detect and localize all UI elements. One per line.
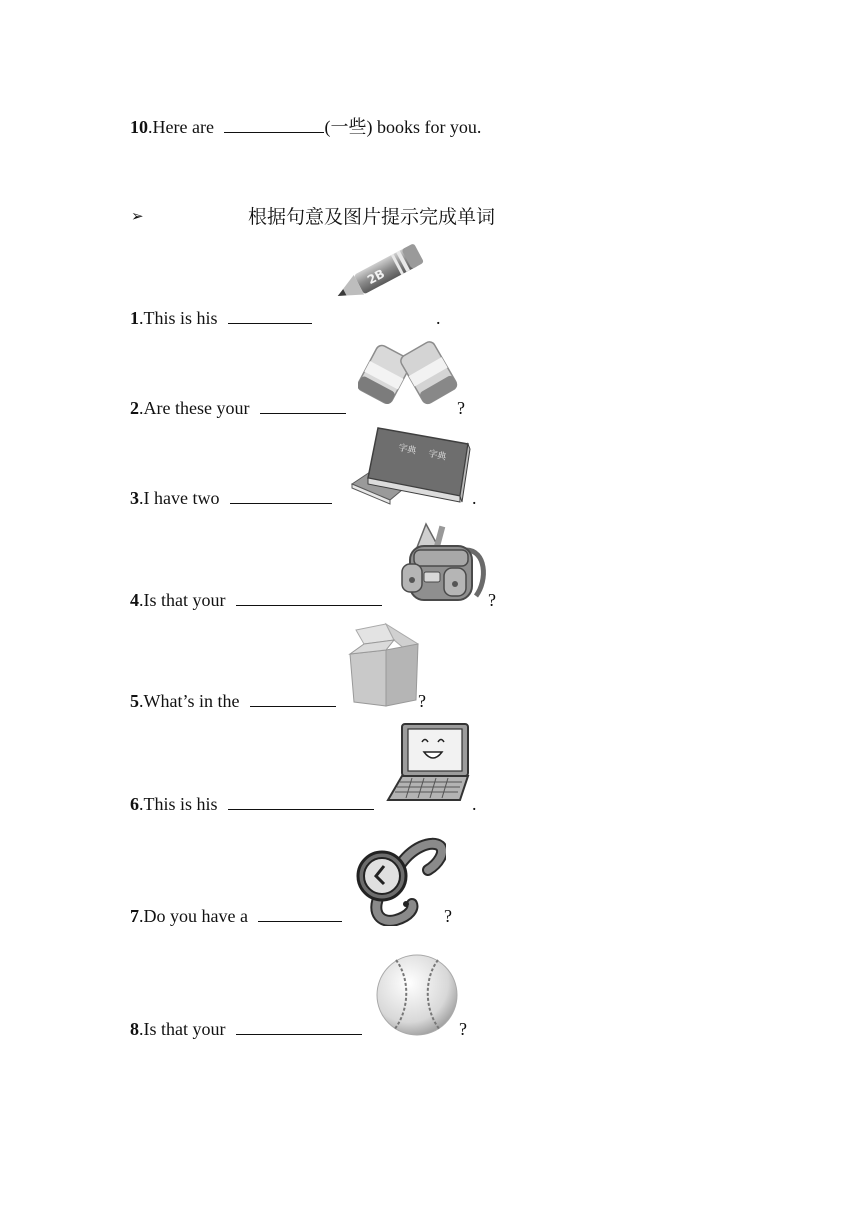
- question-5: [130, 690, 336, 712]
- sentence-end: ?: [444, 906, 452, 926]
- question-4: [130, 589, 382, 611]
- question-3: [130, 487, 332, 509]
- answer-blank[interactable]: [228, 793, 374, 810]
- question-text: .I have two: [139, 488, 220, 508]
- sentence-end: ?: [488, 590, 496, 610]
- question-text: .This is his: [139, 794, 218, 814]
- question-text: .Is that your: [139, 1019, 226, 1039]
- answer-blank[interactable]: [230, 487, 332, 504]
- question-6: [130, 793, 374, 815]
- baseball-icon: [374, 952, 460, 1038]
- question-10: [130, 116, 481, 138]
- sentence-end: ?: [459, 1019, 467, 1039]
- svg-text:2B: 2B: [364, 266, 387, 288]
- answer-blank[interactable]: [260, 397, 346, 414]
- answer-blank[interactable]: [236, 1018, 362, 1035]
- question-text: .Are these your: [139, 398, 250, 418]
- arrow-bullet-icon: ➢: [131, 209, 144, 225]
- question-number: 1: [130, 308, 139, 328]
- answer-blank[interactable]: [258, 905, 342, 922]
- schoolbag-icon: [396, 520, 492, 606]
- answer-blank[interactable]: [250, 690, 336, 707]
- question-text-after: (一些) books for you.: [324, 117, 482, 137]
- question-number: 8: [130, 1019, 139, 1039]
- answer-blank[interactable]: [228, 307, 312, 324]
- question-text: .Here are: [148, 117, 214, 137]
- answer-blank[interactable]: [236, 589, 382, 606]
- sentence-end: ?: [418, 691, 426, 711]
- answer-blank[interactable]: [224, 116, 324, 133]
- question-text: .Is that your: [139, 590, 226, 610]
- question-number: 2: [130, 398, 139, 418]
- dictionary-label-left: 字典: [397, 443, 418, 457]
- question-text: .What’s in the: [139, 691, 240, 711]
- sentence-end: .: [436, 308, 441, 328]
- sentence-end: ?: [457, 398, 465, 418]
- box-icon: [346, 620, 422, 710]
- sentence-end: .: [472, 488, 477, 508]
- sentence-end: .: [472, 794, 477, 814]
- question-number: 10: [130, 117, 148, 137]
- dictionary-icon: [348, 422, 474, 506]
- question-number: 6: [130, 794, 139, 814]
- question-1: [130, 307, 312, 329]
- question-number: 7: [130, 906, 139, 926]
- question-text: .This is his: [139, 308, 218, 328]
- computer-icon: [384, 720, 474, 810]
- question-number: 3: [130, 488, 139, 508]
- watch-icon: [352, 836, 446, 926]
- question-text: .Do you have a: [139, 906, 248, 926]
- question-8: [130, 1018, 362, 1040]
- question-7: [130, 905, 342, 927]
- eraser-icon: [358, 333, 460, 413]
- dictionary-label-right: 字典: [427, 449, 448, 463]
- pencil-icon: [326, 240, 436, 306]
- section-title: 根据句意及图片提示完成单词: [248, 206, 496, 228]
- question-number: 4: [130, 590, 139, 610]
- question-2: [130, 397, 346, 419]
- question-number: 5: [130, 691, 139, 711]
